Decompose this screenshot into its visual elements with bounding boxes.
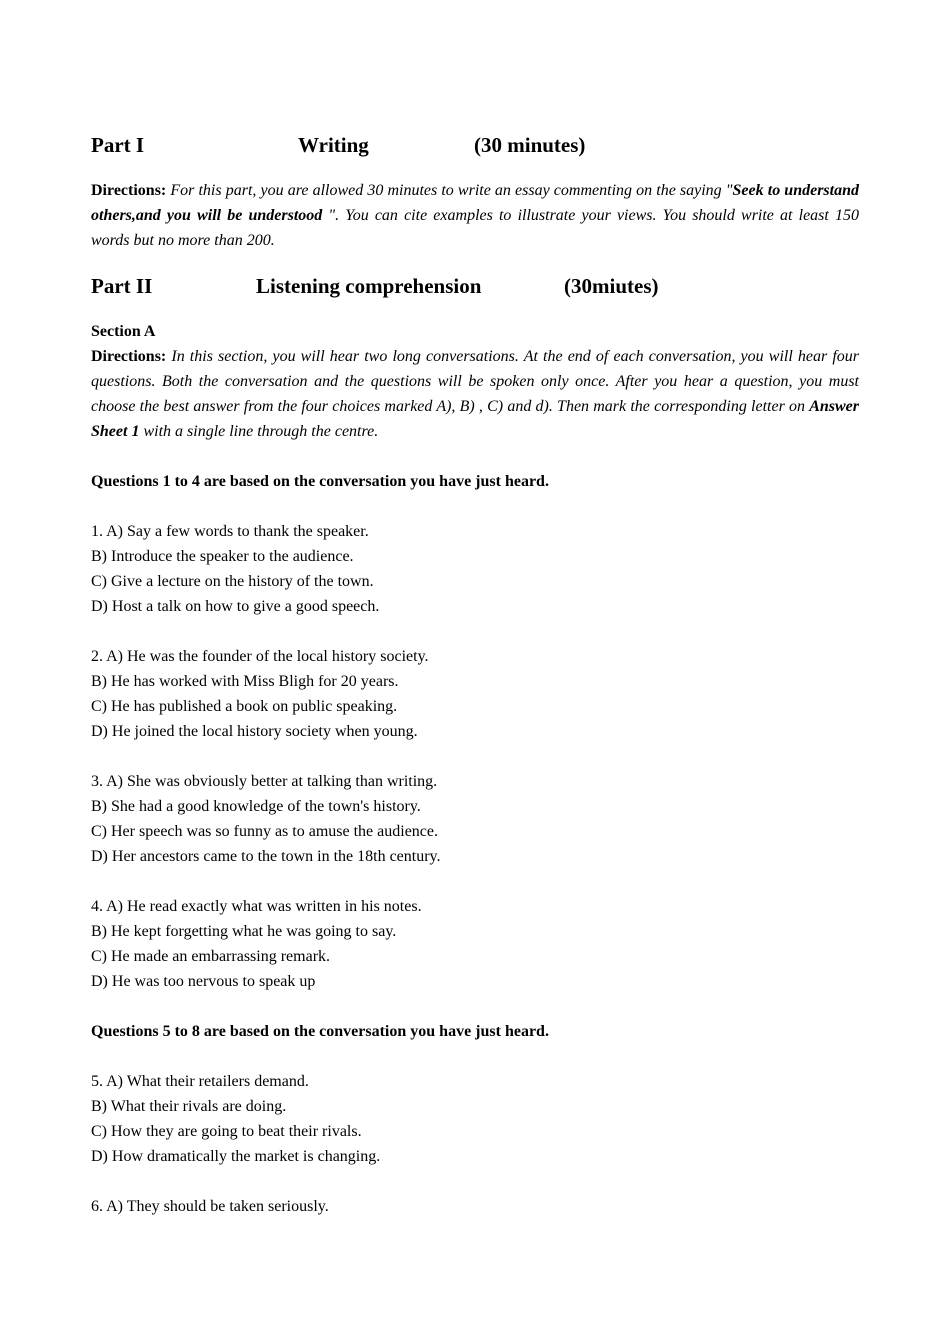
question-group-heading: Questions 5 to 8 are based on the conversation you have just heard. <box>91 1023 549 1040</box>
question-block <box>91 894 859 994</box>
answer-option: 3. A) She was obviously better at talking than writing. <box>91 773 438 790</box>
answer-option: C) How they are going to beat their rivals. <box>91 1123 362 1140</box>
part1-label: Part I <box>91 133 145 157</box>
answer-option: 5. A) What their retailers demand. <box>91 1073 309 1090</box>
part2-directions-pre: In this section, you will hear two long conversations. At the end of each conversation, you will hear four questions. Both the conversation and the questions will be spoken only once. After you hear a question, you must choose the best answer from the four choices marked A), B) , C) and d). Then mark the corresponding letter on <box>91 348 859 415</box>
question-block <box>91 1069 859 1169</box>
question-group-heading: Questions 1 to 4 are based on the conversation you have just heard. <box>91 473 549 490</box>
answer-option: C) He has published a book on public speaking. <box>91 698 398 715</box>
answer-option: D) He joined the local history society when young. <box>91 723 418 740</box>
part1-directions-pre: For this part, you are allowed 30 minutes to write an essay commenting on the saying " <box>166 182 733 199</box>
question-block <box>91 769 859 869</box>
part1-directions <box>91 178 859 253</box>
answer-option: B) She had a good knowledge of the town's history. <box>91 798 421 815</box>
answer-option: 6. A) They should be taken seriously. <box>91 1198 329 1215</box>
answer-option: C) He made an embarrassing remark. <box>91 948 331 965</box>
part1-saying: Seek to understand others,and you will be understood <box>91 182 860 224</box>
question-block <box>91 644 859 744</box>
part2-title: Listening comprehension <box>256 274 482 298</box>
answer-option: B) He kept forgetting what he was going to say. <box>91 923 397 940</box>
part2-time: (30miutes) <box>564 274 659 298</box>
question-groups <box>91 469 859 1219</box>
section-a-label: Section A <box>91 323 156 340</box>
part2-directions-label: Directions: <box>91 348 167 365</box>
answer-option: 1. A) Say a few words to thank the speaker. <box>91 523 369 540</box>
answer-option: B) Introduce the speaker to the audience. <box>91 548 354 565</box>
answer-option: D) Her ancestors came to the town in the 18th century. <box>91 848 441 865</box>
answer-option: C) Her speech was so funny as to amuse the audience. <box>91 823 438 840</box>
part2-heading <box>91 269 859 303</box>
question-block <box>91 1194 859 1219</box>
part2-label: Part II <box>91 274 153 298</box>
answer-option: B) He has worked with Miss Bligh for 20 years. <box>91 673 399 690</box>
part1-time: (30 minutes) <box>474 133 586 157</box>
part1-title: Writing <box>298 133 369 157</box>
part1-directions-label: Directions: <box>91 182 167 199</box>
answer-option: C) Give a lecture on the history of the town. <box>91 573 374 590</box>
part1-directions-post: ". You can cite examples to illustrate your views. You should write at least 150 words but no more than 200. <box>91 207 859 249</box>
answer-option: D) He was too nervous to speak up <box>91 973 316 990</box>
answer-option: 4. A) He read exactly what was written in his notes. <box>91 898 422 915</box>
part2-directions <box>91 344 859 444</box>
part1-heading <box>91 128 859 162</box>
question-block <box>91 519 859 619</box>
answer-option: 2. A) He was the founder of the local history society. <box>91 648 429 665</box>
answer-option: B) What their rivals are doing. <box>91 1098 287 1115</box>
part2-directions-post: with a single line through the centre. <box>139 423 379 440</box>
answer-option: D) Host a talk on how to give a good speech. <box>91 598 380 615</box>
answer-sheet-label: Answer Sheet 1 <box>91 398 859 440</box>
document-content <box>91 128 859 1219</box>
answer-option: D) How dramatically the market is changing. <box>91 1148 381 1165</box>
